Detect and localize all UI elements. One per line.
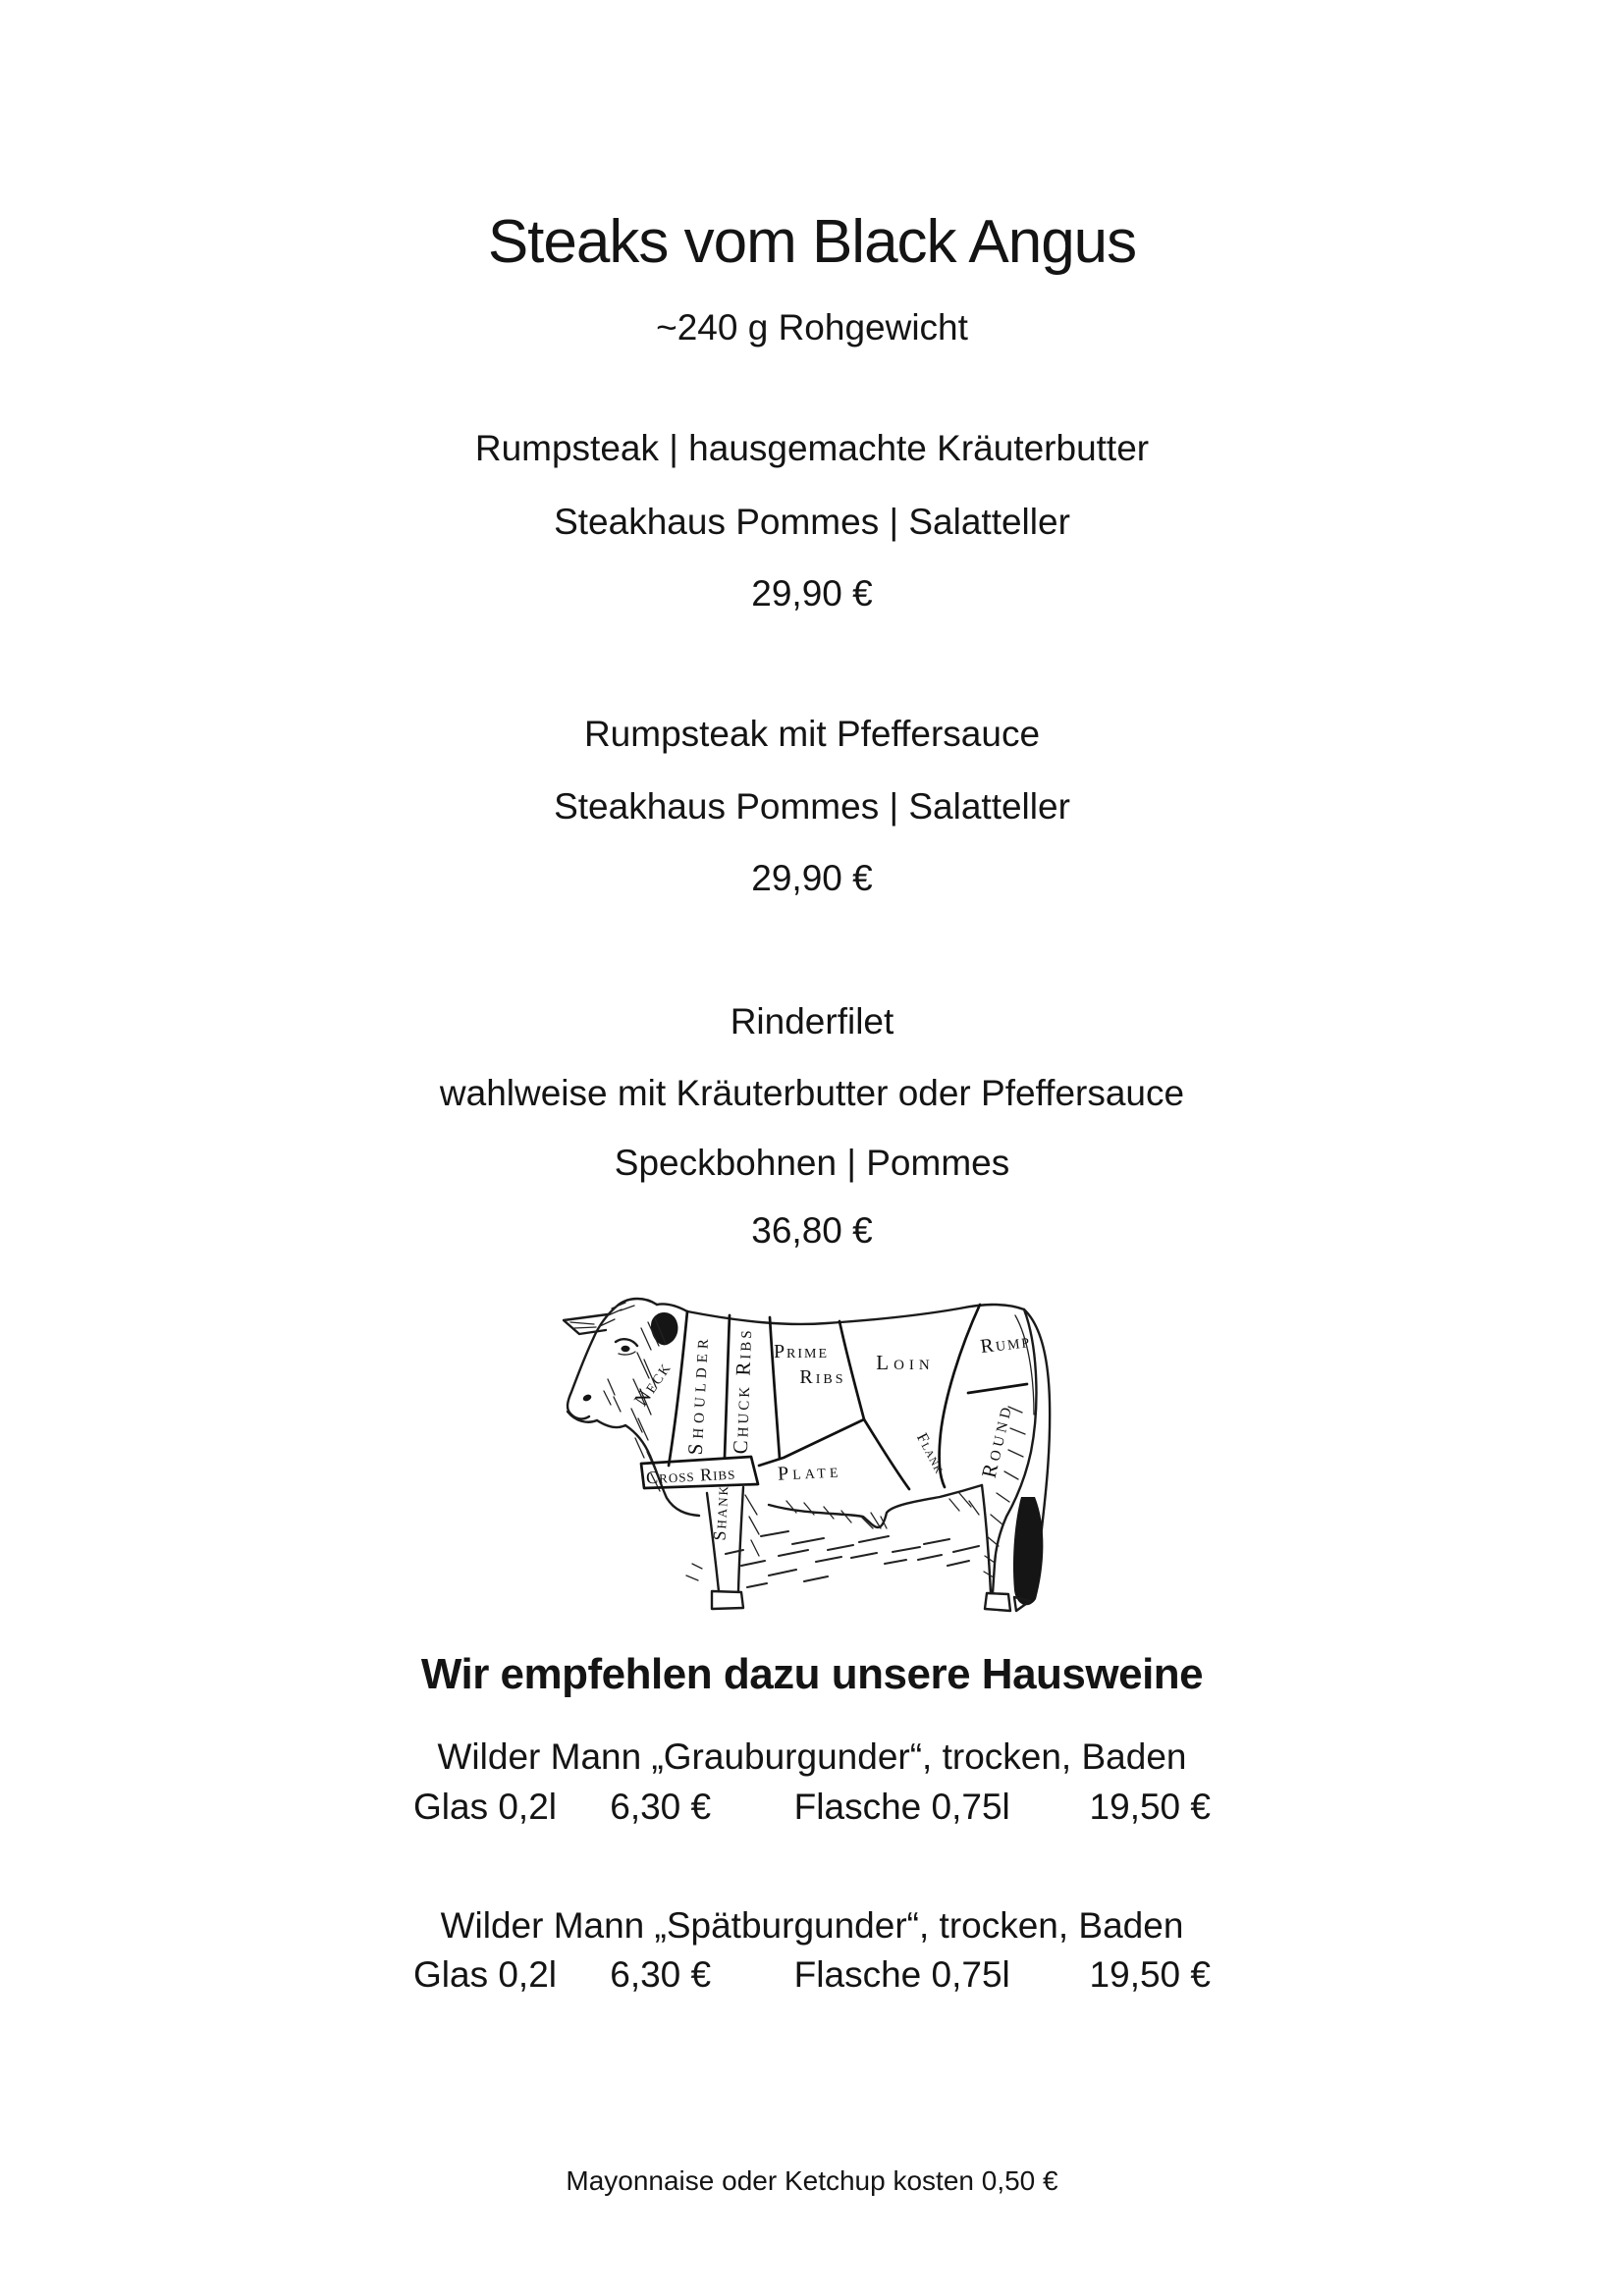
wine-bottle-size: Flasche 0,75l: [793, 1954, 1010, 1995]
diagram-label-prime-ribs-line2: Ribs: [799, 1366, 846, 1388]
diagram-label-flank: Flank: [913, 1430, 948, 1477]
menu-item-price: 36,80 €: [751, 1210, 873, 1251]
diagram-label-rump: Rump: [979, 1329, 1033, 1359]
menu-item-option: wahlweise mit Kräuterbutter oder Pfeffersauce: [439, 1073, 1185, 1113]
wine-bottle-price: 19,50 €: [1089, 1954, 1211, 1995]
beef-cuts-diagram: [547, 1259, 1087, 1615]
menu-item-name: Rinderfilet: [730, 1001, 894, 1041]
wine-glass-size: Glas 0,2l: [413, 1954, 558, 1995]
wine-glass-size: Glas 0,2l: [413, 1787, 558, 1827]
diagram-label-chuck-ribs: Chuck Ribs: [728, 1326, 757, 1455]
menu-item-name: Rumpsteak mit Pfeffersauce: [583, 714, 1041, 754]
menu-footnote: Mayonnaise oder Ketchup kosten 0,50 €: [566, 2165, 1058, 2196]
diagram-label-cross-ribs: Cross Ribs: [645, 1463, 736, 1488]
diagram-label-prime-ribs-line1: Prime: [773, 1341, 830, 1362]
diagram-label-neck: Neck: [629, 1357, 677, 1411]
wine-bottle-price: 19,50 €: [1089, 1787, 1211, 1827]
diagram-label-shoulder: Shoulder: [682, 1333, 714, 1456]
weight-note: ~240 g Rohgewicht: [656, 307, 968, 347]
wine-name: Wilder Mann „Spätburgunder“, trocken, Baden: [440, 1905, 1184, 1946]
wine-price-row: [413, 1788, 1211, 1827]
wine-bottle-size: Flasche 0,75l: [793, 1787, 1010, 1827]
menu-item-name: Rumpsteak | hausgemachte Kräuterbutter: [474, 428, 1150, 468]
diagram-label-plate: Plate: [777, 1460, 842, 1485]
wine-glass-price: 6,30 €: [610, 1954, 712, 1995]
menu-item-sides: Speckbohnen | Pommes: [614, 1143, 1010, 1183]
menu-item-price: 29,90 €: [751, 858, 873, 898]
wine-glass-price: 6,30 €: [610, 1787, 712, 1827]
wine-name: Wilder Mann „Grauburgunder“, trocken, Baden: [437, 1736, 1187, 1777]
menu-item-price: 29,90 €: [751, 573, 873, 614]
wine-heading: Wir empfehlen dazu unsere Hausweine: [420, 1650, 1204, 1698]
menu-item-sides: Steakhaus Pommes | Salatteller: [554, 786, 1070, 827]
diagram-label-round: Round: [976, 1401, 1017, 1480]
menu-item-sides: Steakhaus Pommes | Salatteller: [554, 502, 1070, 542]
wine-price-row: [413, 1955, 1211, 1995]
page-title: Steaks vom Black Angus: [487, 208, 1137, 276]
diagram-label-shank: Shank: [709, 1483, 732, 1541]
diagram-label-loin: Loin: [876, 1351, 935, 1374]
